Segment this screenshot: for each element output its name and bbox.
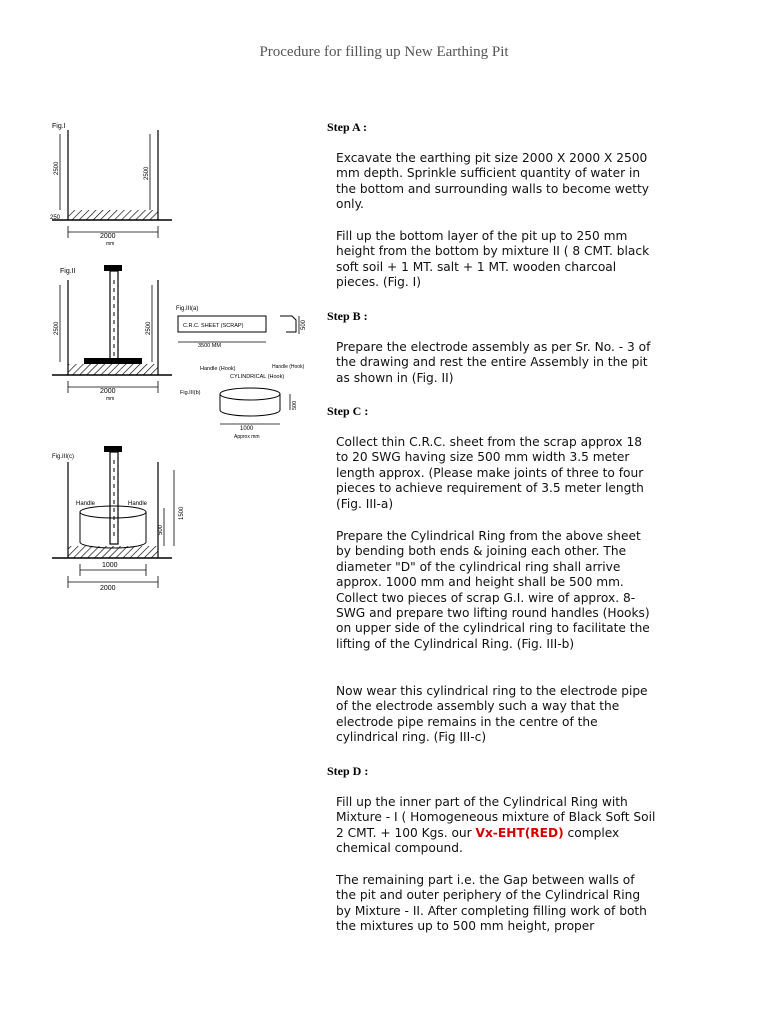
fig3b-height: 500 bbox=[292, 400, 298, 410]
fig2-height-right: 2500 bbox=[146, 321, 152, 335]
figure-3a bbox=[176, 306, 307, 349]
step-c-paragraph-1: Collect thin C.R.C. sheet from the scrap approx 18 to 20 SWG having size 500 mm width 3.5 meter length approx. (Please make joints of three to four pieces to achieve requirement of 3.5 meter length (Fig. III-a) bbox=[336, 435, 644, 511]
fig3c-ring-height: 500 bbox=[158, 524, 164, 535]
fig3c-inner-width: 1000 bbox=[102, 562, 118, 569]
step-d-paragraph-2: The remaining part i.e. the Gap between walls of the pit and outer periphery of the Cylindrical Ring by Mixture - II. After completing filling work of both the mixtures up to 500 mm height, proper bbox=[336, 873, 647, 934]
figure-1 bbox=[50, 123, 172, 247]
fig3c-outer-width: 2000 bbox=[100, 585, 116, 592]
fig1-height-left: 2500 bbox=[54, 161, 60, 175]
fig3b-ring: CYLINDRICAL (Hook) bbox=[230, 374, 285, 380]
fig3b-hook: Handle (Hook) bbox=[272, 364, 305, 370]
fig3b-approx: Approx mm bbox=[234, 434, 260, 440]
fig3c-handle-left: Handle bbox=[76, 501, 96, 507]
figure-3b bbox=[180, 364, 305, 440]
fig2-label: Fig.II bbox=[60, 268, 76, 275]
figure-3c bbox=[52, 446, 185, 592]
fig3a-height: 500 bbox=[301, 319, 307, 330]
fig3b-handle: Handle (Hook) bbox=[200, 366, 236, 372]
fig2-unit: mm bbox=[106, 396, 115, 402]
fig1-width: 2000 bbox=[100, 233, 116, 240]
fig3a-sheet: C.R.C. SHEET (SCRAP) bbox=[183, 323, 244, 329]
fig2-width: 2000 bbox=[100, 388, 116, 395]
fig1-layer: 250 bbox=[50, 215, 61, 221]
step-d-text-end: complex chemical compound. bbox=[336, 825, 620, 856]
step-a-paragraph-2: Fill up the bottom layer of the pit up to 250 mm height from the bottom by mixture II ( 8 CMT. black soft soil + 1 MT. salt + 1 MT. wooden charcoal pieces. (Fig. I) bbox=[336, 229, 650, 290]
fig2-height-left: 2500 bbox=[54, 321, 60, 335]
fig3b-diameter: 1000 bbox=[240, 426, 254, 432]
figures-panel bbox=[40, 110, 360, 710]
step-c-paragraph-3: Now wear this cylindrical ring to the electrode pipe of the electrode assembly such a way that the electrode pipe remains in the centre of the cylindrical ring. (Fig III-c) bbox=[336, 684, 648, 745]
fig3a-length: 3500 MM bbox=[198, 343, 221, 349]
figure-2 bbox=[52, 265, 172, 402]
step-b-paragraph-1: Prepare the electrode assembly as per Sr. No. - 3 of the drawing and rest the entire Assembly in the pit as shown in (Fig. II) bbox=[336, 340, 651, 385]
fig1-unit: mm bbox=[106, 241, 115, 247]
chemical-name-red: Vx-EHT(RED) bbox=[475, 825, 564, 840]
fig3c-label: Fig.III(c) bbox=[52, 454, 74, 460]
fig3a-label: Fig.III(a) bbox=[176, 306, 199, 312]
step-d-text: Fill up the inner part of the Cylindrical Ring with Mixture - I ( Homogeneous mixture of Black Soft Soil 2 CMT. + 100 Kgs. our bbox=[336, 795, 656, 840]
step-d-heading: Step D : bbox=[327, 764, 369, 778]
step-a-heading: Step A : bbox=[327, 120, 368, 134]
fig3c-pit-height: 1500 bbox=[179, 506, 185, 520]
step-a-paragraph-1: Excavate the earthing pit size 2000 X 2000 X 2500 mm depth. Sprinkle sufficient quantity of water in the bottom and surrounding walls to become wetty only. bbox=[336, 151, 650, 212]
step-b-heading: Step B : bbox=[327, 309, 368, 323]
fig3b-label: Fig.III(b) bbox=[180, 390, 201, 396]
fig1-label: Fig.I bbox=[52, 123, 66, 130]
step-c-heading: Step C : bbox=[327, 404, 369, 418]
page-title: Procedure for filling up New Earthing Pit bbox=[259, 44, 509, 60]
fig3c-handle-right: Handle bbox=[128, 501, 148, 507]
step-c-paragraph-2: Prepare the Cylindrical Ring from the above sheet by bending both ends & joining each other. The diameter "D" of the cylindrical ring shall arrive approx. 1000 mm and height shall be 500 mm. Collect two pieces of scrap G.I. wire of approx. 8-SWG and prepare two lifting round handles (Hooks) on upper side of the cylindrical ring to facilitate the lifting of the Cylindrical Ring. (Fig. III-b) bbox=[336, 529, 650, 651]
fig1-height-right: 2500 bbox=[144, 166, 150, 180]
step-d-paragraph-1 bbox=[336, 795, 658, 857]
